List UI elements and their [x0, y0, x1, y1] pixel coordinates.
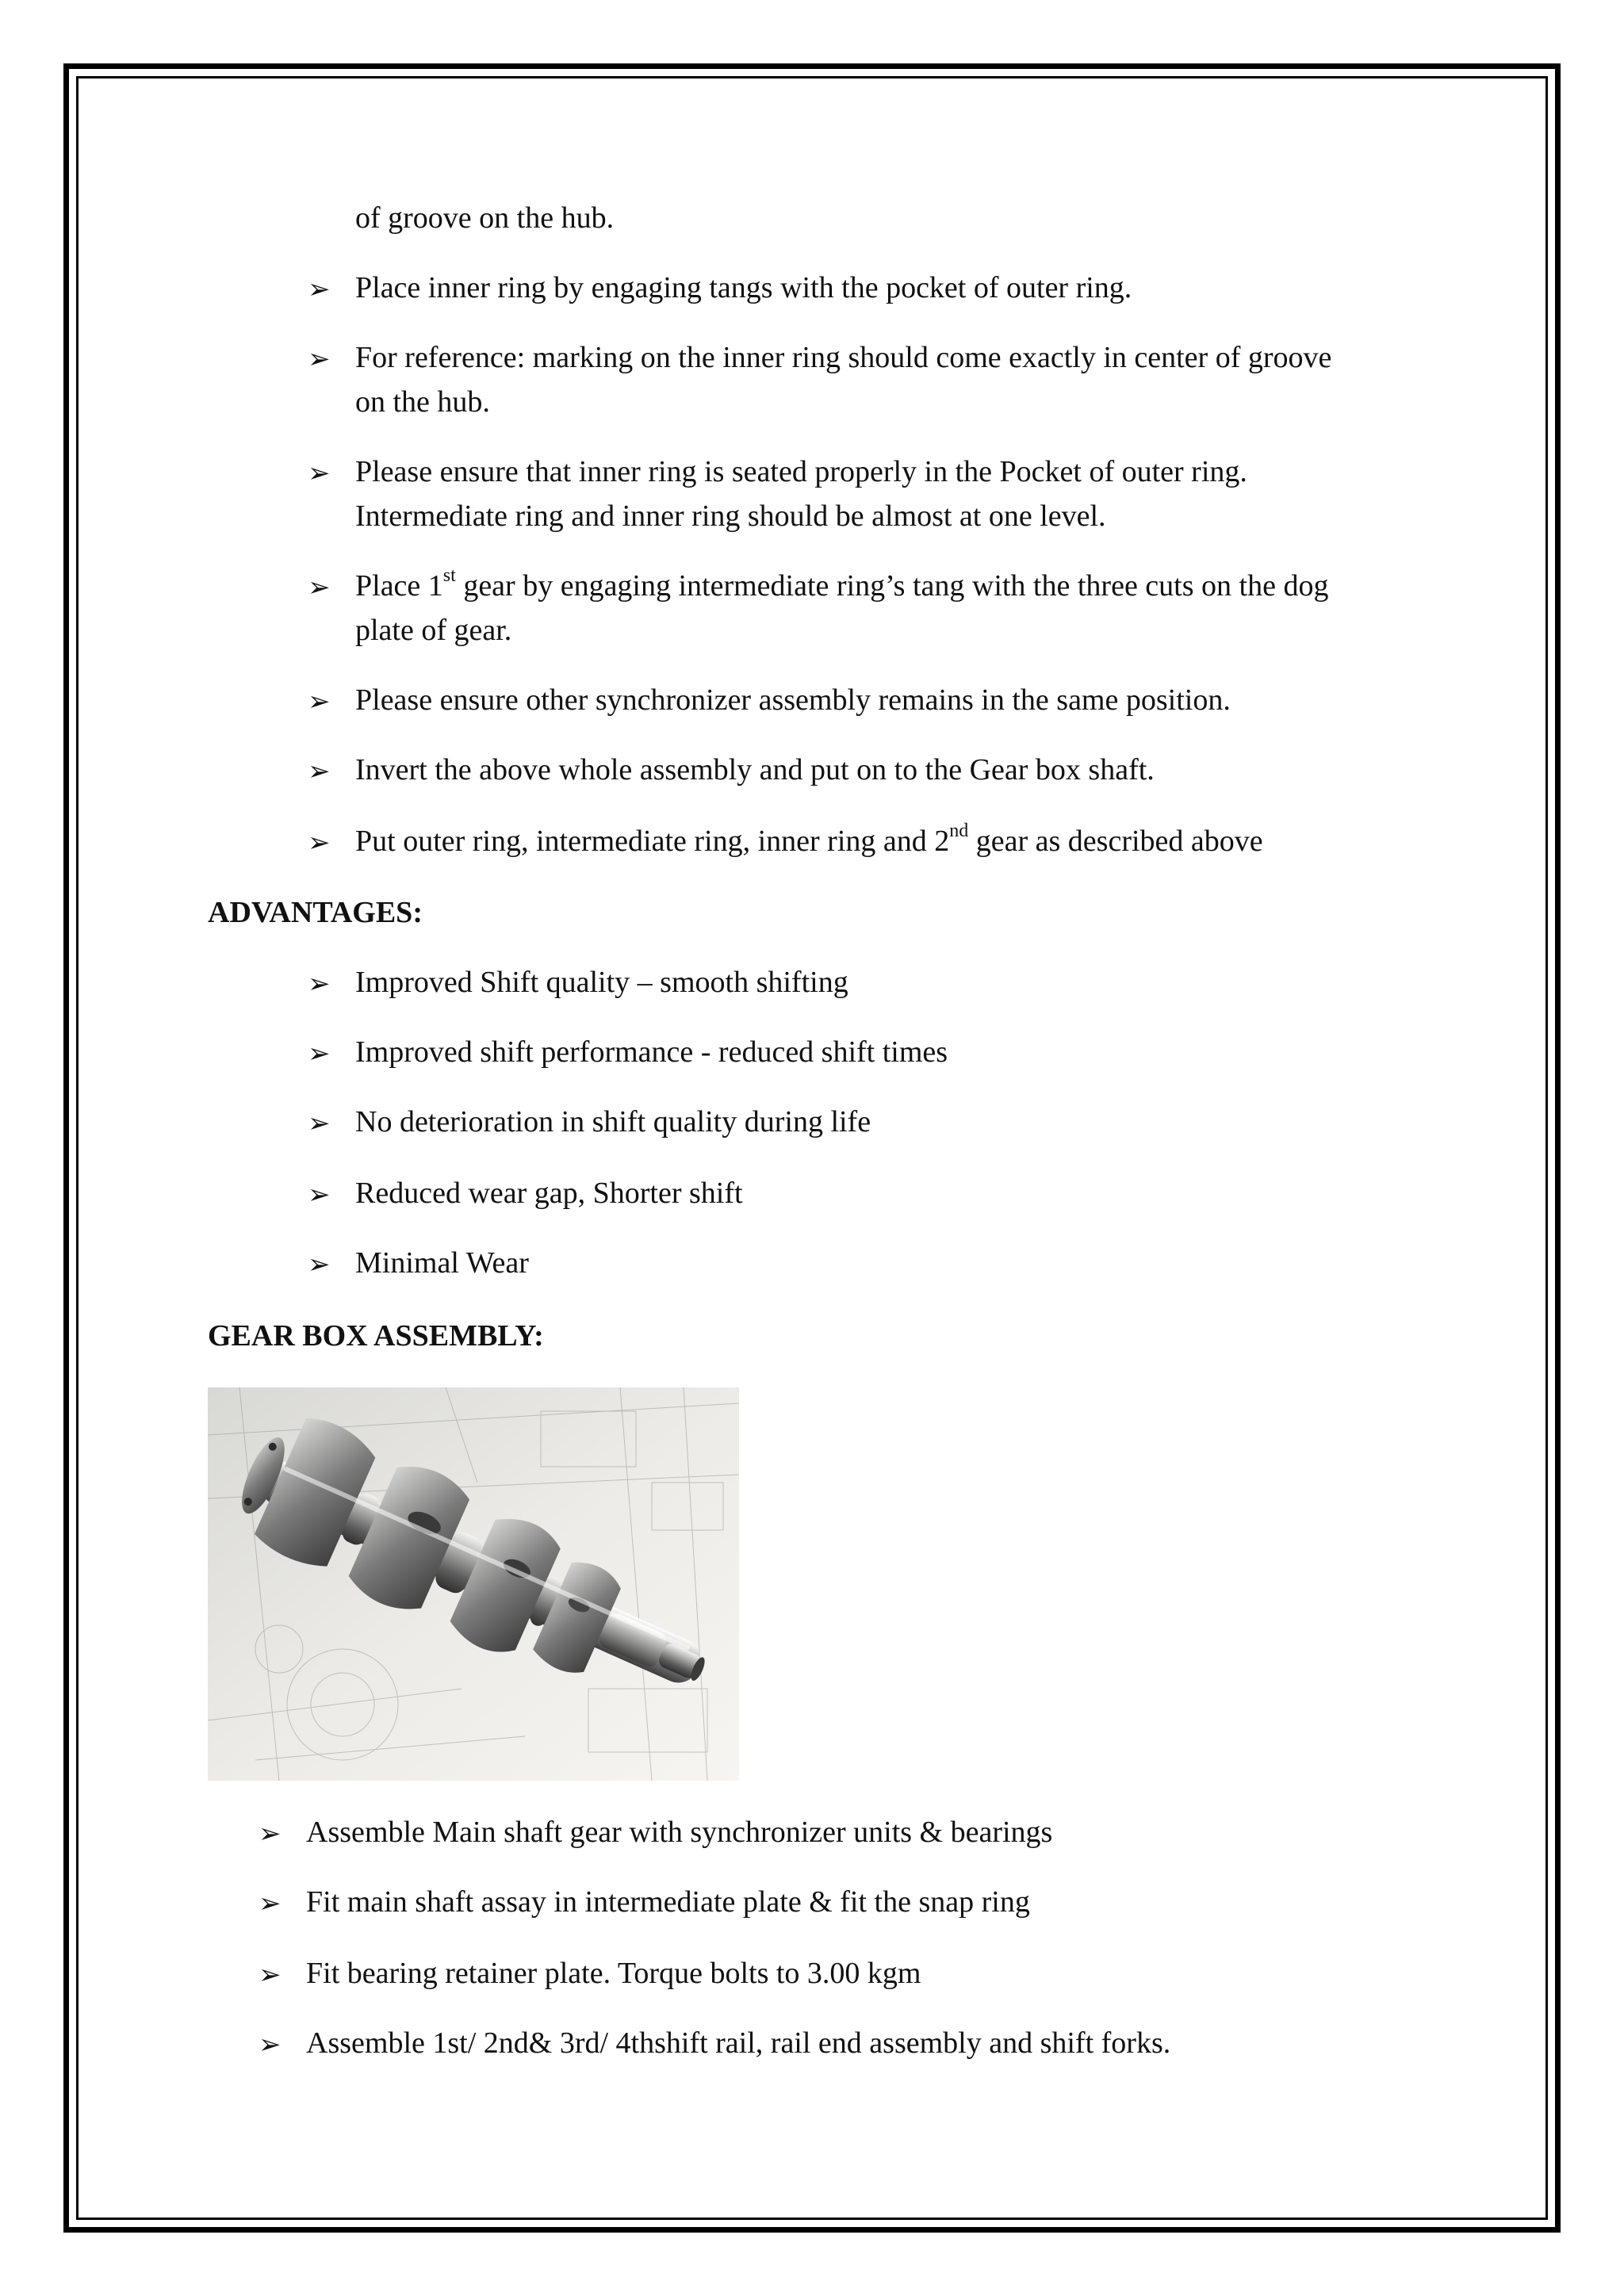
instruction-item-line1: Please ensure that inner ring is seated properly in the Pocket of outer ring. — [355, 455, 1247, 488]
arrowhead-bullet-icon: ➢ — [308, 1249, 331, 1280]
advantage-item: Reduced wear gap, Shorter shift — [355, 1177, 743, 1210]
instruction-item-line2: Intermediate ring and inner ring should be almost at one level. — [355, 499, 1106, 533]
arrowhead-bullet-icon: ➢ — [308, 1179, 331, 1211]
arrowhead-bullet-icon: ➢ — [308, 827, 331, 859]
instruction-item: Please ensure other synchronizer assembly remains in the same position. — [355, 683, 1231, 717]
continuation-text: of groove on the hub. — [355, 201, 615, 235]
gearbox-heading: GEAR BOX ASSEMBLY: — [208, 1319, 544, 1353]
text-post: gear by engaging intermediate ring’s tang with the three cuts on the dog — [455, 569, 1329, 603]
superscript: nd — [949, 821, 969, 842]
arrowhead-bullet-icon: ➢ — [308, 572, 331, 603]
instruction-item-line2: on the hub. — [355, 385, 490, 419]
arrowhead-bullet-icon: ➢ — [308, 968, 331, 1000]
text-pre: Put outer ring, intermediate ring, inner ring and 2 — [355, 825, 950, 858]
arrowhead-bullet-icon: ➢ — [308, 274, 331, 305]
arrowhead-bullet-icon: ➢ — [308, 457, 331, 489]
text-pre: Place 1 — [355, 569, 443, 603]
advantage-item: Minimal Wear — [355, 1246, 529, 1280]
instruction-item-line1: For reference: marking on the inner ring should come exactly in center of groove — [355, 341, 1332, 374]
instruction-item — [355, 820, 1263, 863]
instruction-item-line2: plate of gear. — [355, 614, 512, 647]
arrowhead-bullet-icon: ➢ — [259, 2029, 282, 2061]
advantage-item: Improved shift performance - reduced shift times — [355, 1035, 948, 1069]
arrowhead-bullet-icon: ➢ — [308, 1108, 331, 1139]
arrowhead-bullet-icon: ➢ — [308, 756, 331, 787]
instruction-item: Place inner ring by engaging tangs with the pocket of outer ring. — [355, 271, 1132, 304]
arrowhead-bullet-icon: ➢ — [259, 1818, 282, 1850]
gearbox-item: Fit bearing retainer plate. Torque bolts to 3.00 kgm — [306, 1957, 921, 1990]
gearbox-item: Assemble 1st/ 2nd& 3rd/ 4thshift rail, rail end assembly and shift forks. — [306, 2026, 1171, 2060]
arrowhead-bullet-icon: ➢ — [259, 1959, 282, 1991]
instruction-item: Invert the above whole assembly and put on to the Gear box shaft. — [355, 753, 1155, 786]
arrowhead-bullet-icon: ➢ — [259, 1888, 282, 1919]
advantage-item: Improved Shift quality – smooth shifting — [355, 966, 848, 999]
arrowhead-bullet-icon: ➢ — [308, 1038, 331, 1070]
instruction-item-line1 — [355, 564, 1328, 607]
arrowhead-bullet-icon: ➢ — [308, 343, 331, 375]
text-post: gear as described above — [968, 825, 1263, 858]
arrowhead-bullet-icon: ➢ — [308, 686, 331, 718]
superscript: st — [442, 565, 456, 587]
advantage-item: No deterioration in shift quality during life — [355, 1105, 871, 1138]
gearbox-item: Fit main shaft assay in intermediate plate & fit the snap ring — [306, 1885, 1030, 1919]
advantages-heading: ADVANTAGES: — [208, 896, 423, 929]
gearbox-item: Assemble Main shaft gear with synchronizer units & bearings — [306, 1816, 1053, 1849]
crankshaft-photo — [208, 1387, 739, 1781]
